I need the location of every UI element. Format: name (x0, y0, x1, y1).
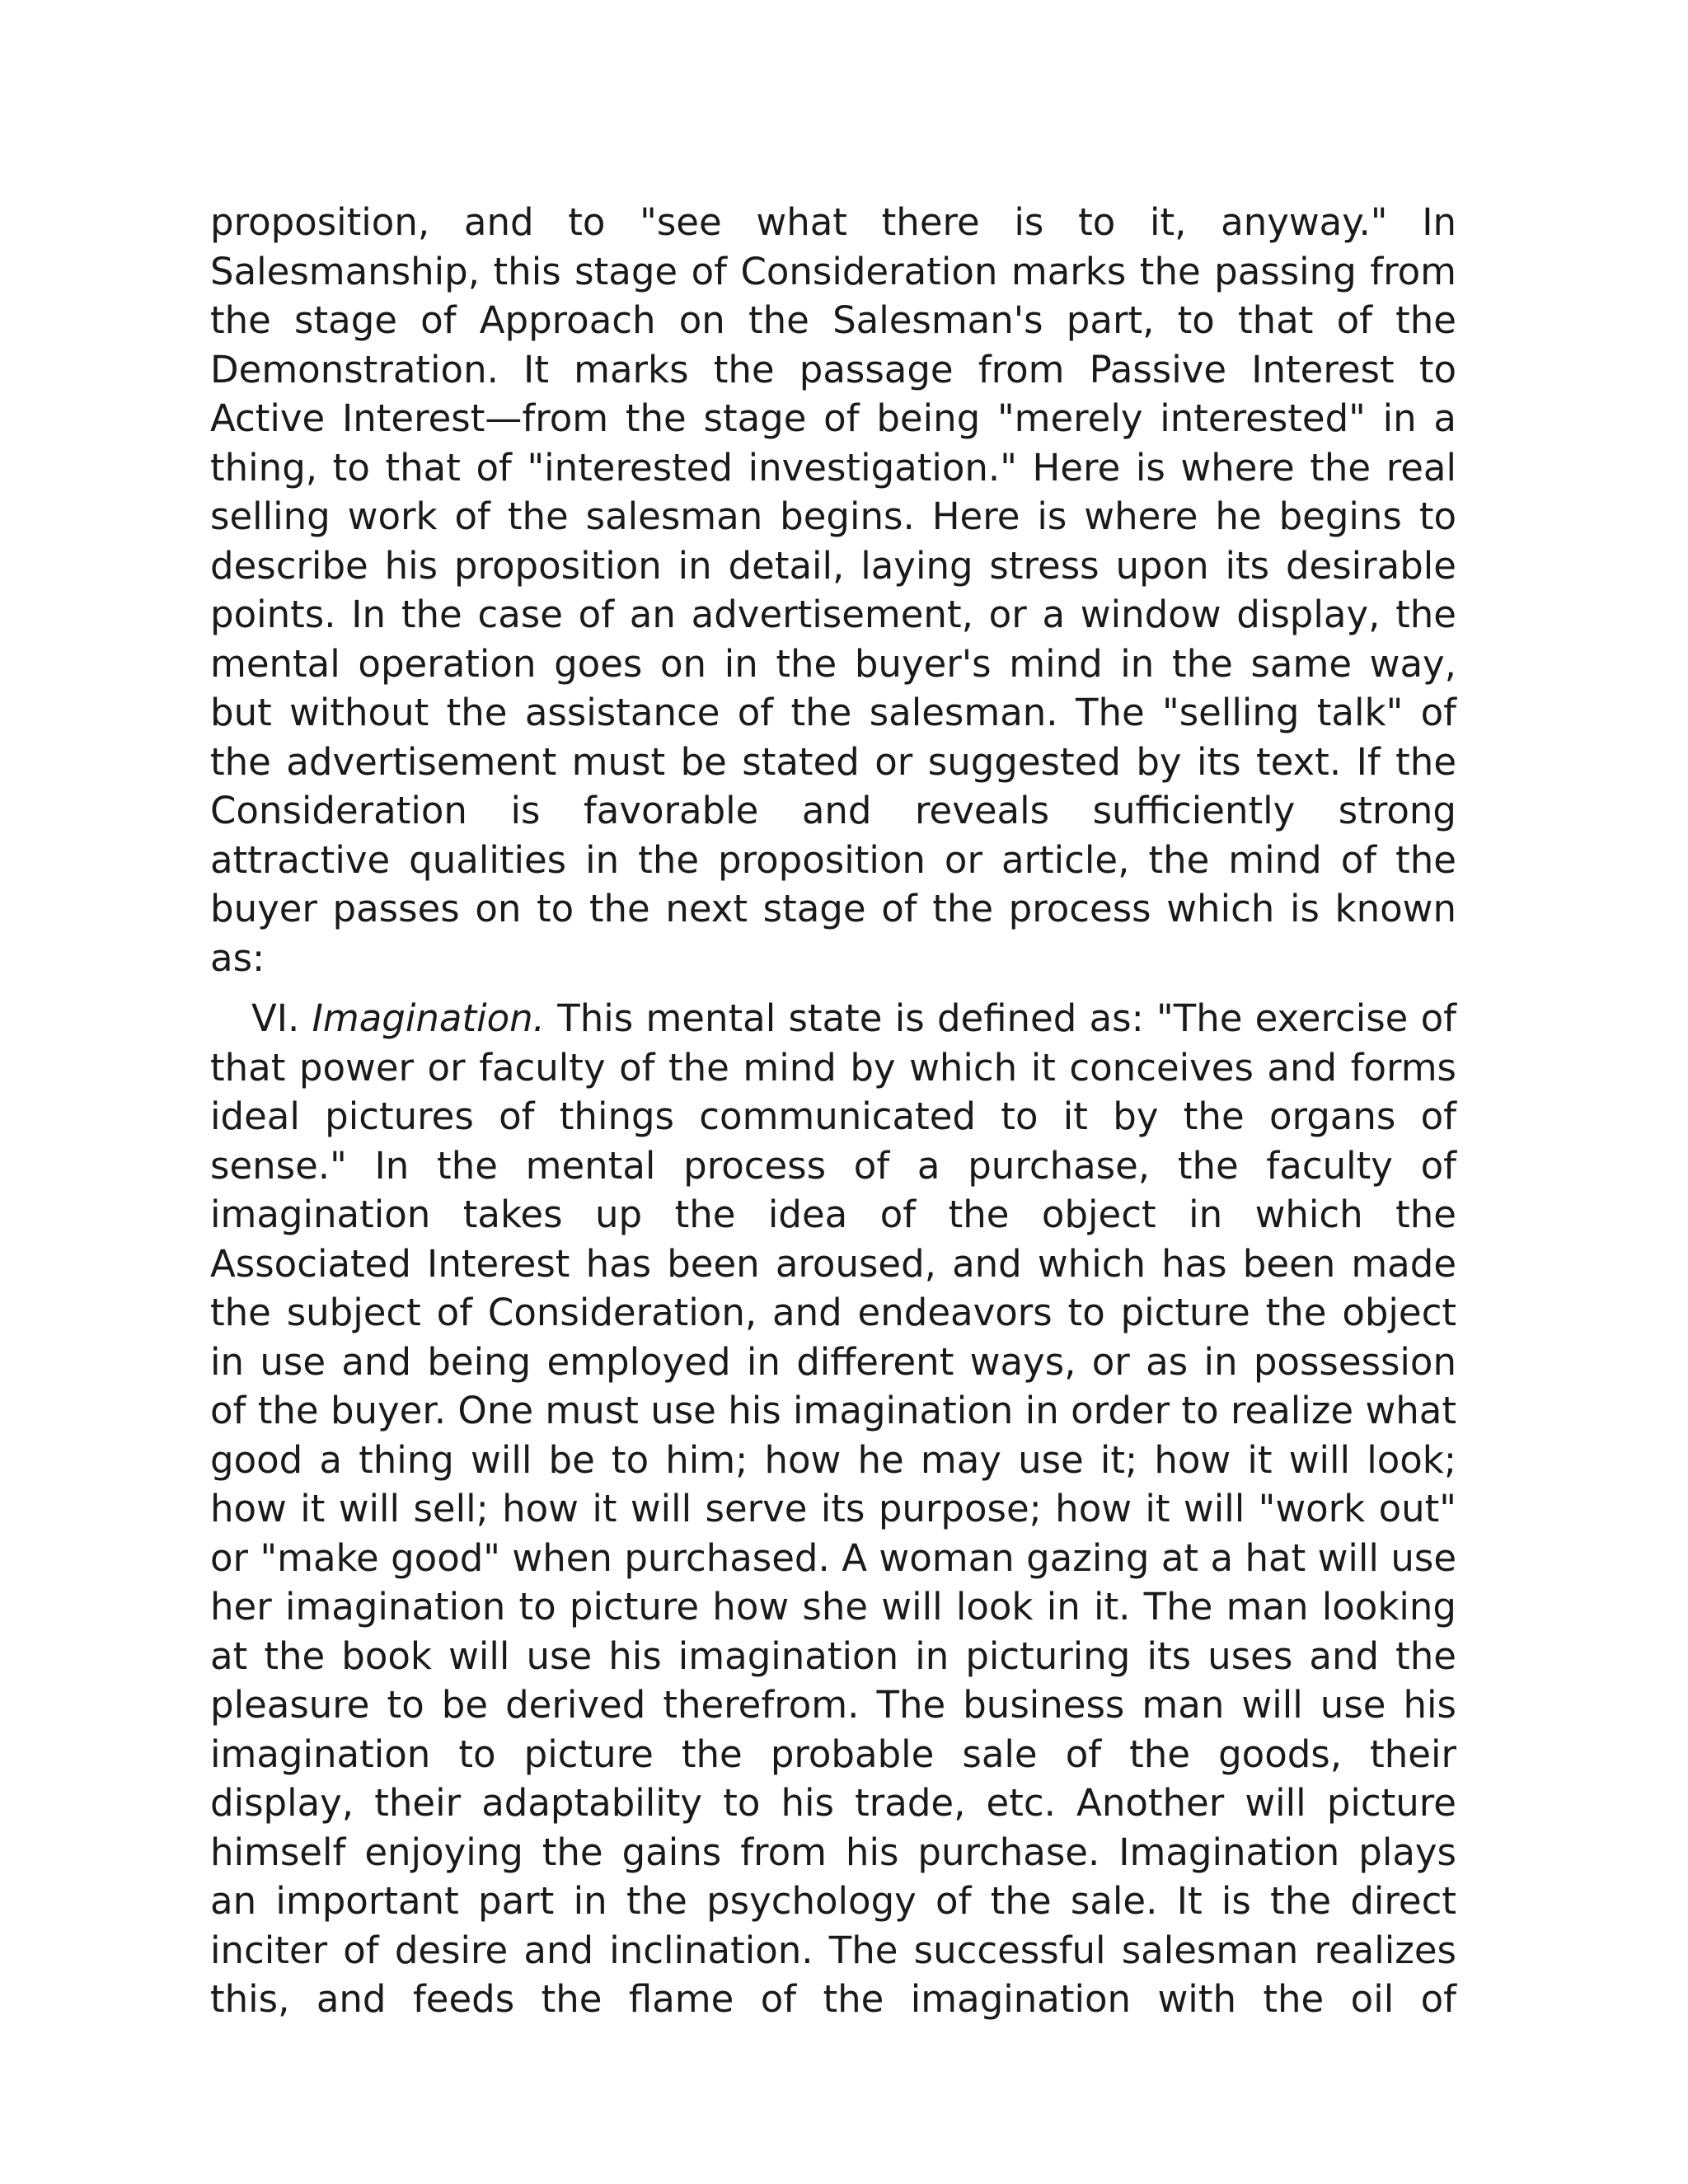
section-term-imagination: Imagination. (312, 996, 545, 1040)
paragraph-imagination-text: This mental state is defined as: "The exercise of that power or faculty of the mind by which it conceives and forms ideal pictures of things communicated to it by the organs of sense." In the mental process of a purchase, the faculty of imagination takes up the idea of the object in which the Associated Interest has been aroused, and which has been made the subject of Consideration, and endeavors to picture the object in use and being employed in different ways, or as in possession of the buyer. One must use his imagination in order to realize what good a thing will be to him; how he may use it; how it will look; how it will sell; how it will serve its purpose; how it will "work out" or "make good" when purchased. A woman gazing at a hat will use her imagination to picture how she will look in it. The man looking at the book will use his imagination in picturing its uses and the pleasure to be derived therefrom. The business man will use his imagination to picture the probable sale of the goods, their display, their adaptability to his trade, etc. Another will picture himself enjoying the gains from his purchase. Imagination plays an important part in the psychology of the sale. It is the direct inciter of desire and inclination. The successful salesman realizes this, and feeds the flame of the imagination with the oil of (210, 996, 1456, 2021)
section-numeral: VI. (251, 996, 300, 1040)
paragraph-imagination (210, 994, 1456, 2024)
paragraph-consideration-continued: proposition, and to "see what there is to it, anyway." In Salesmanship, this stage of Consideration marks the passing from the stage of Approach on the Salesman's part, to that of the Demonstration. It marks the passage from Passive Interest to Active Interest—from the stage of being "merely interested" in a thing, to that of "interested investigation." Here is where the real selling work of the salesman begins. Here is where he begins to describe his proposition in detail, laying stress upon its desirable points. In the case of an advertisement, or a window display, the mental operation goes on in the buyer's mind in the same way, but without the assistance of the salesman. The "selling talk" of the advertisement must be stated or suggested by its text. If the Consideration is favorable and reveals sufficiently strong attractive qualities in the proposition or article, the mind of the buyer passes on to the next stage of the process which is known as: (210, 200, 1456, 980)
page-body-text (210, 198, 1456, 2024)
